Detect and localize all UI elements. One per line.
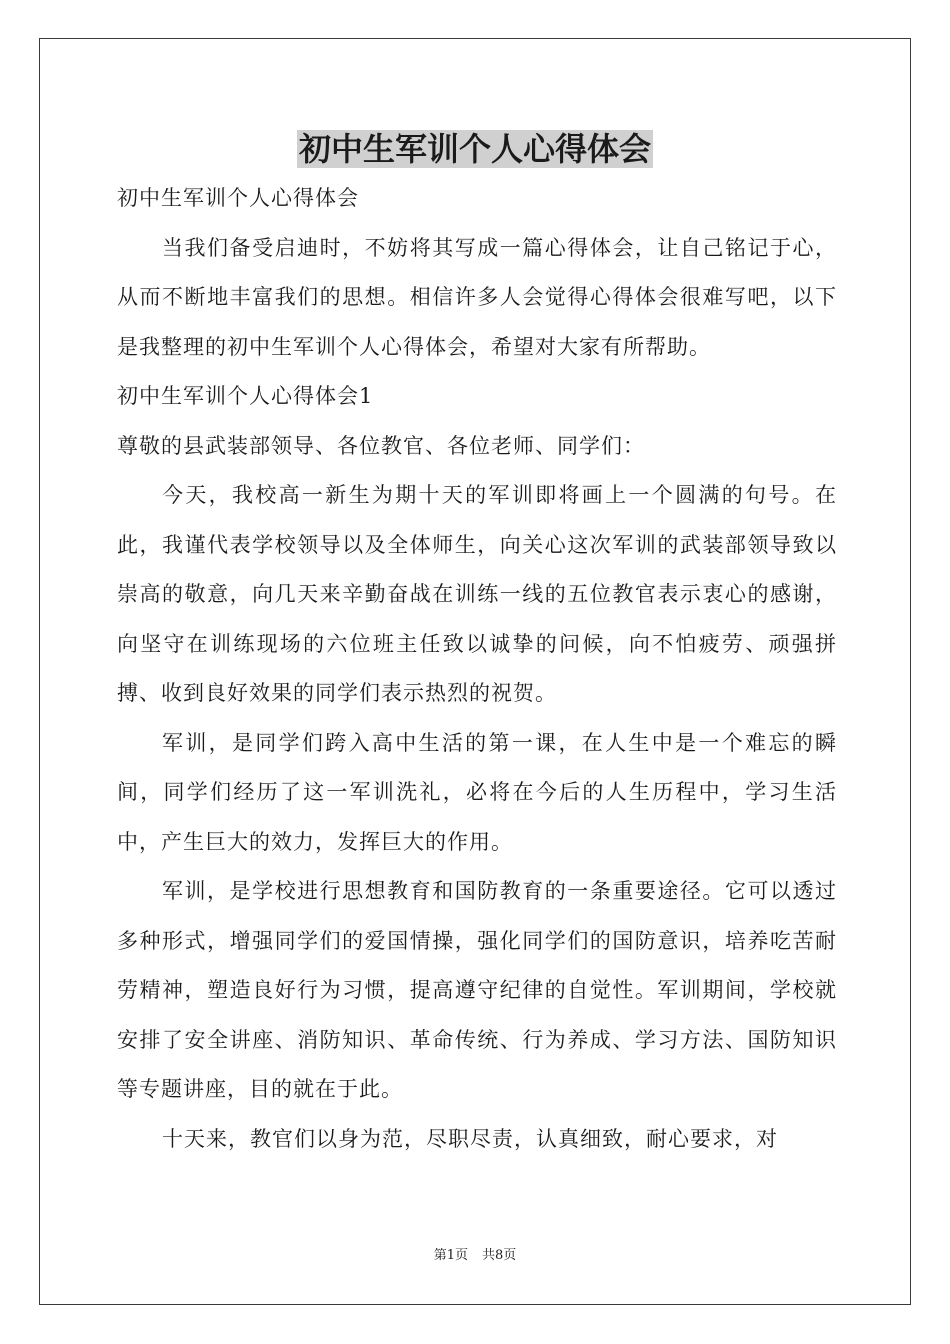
document-title xyxy=(0,126,950,172)
document-body xyxy=(117,174,837,1164)
document-title-text: 初中生军训个人心得体会 xyxy=(298,130,651,168)
paragraph: 当我们备受启迪时，不妨将其写成一篇心得体会，让自己铭记于心，从而不断地丰富我们的思想。相信许多人会觉得心得体会很难写吧，以下是我整理的初中生军训个人心得体会，希望对大家有所帮助。 xyxy=(117,235,837,359)
paragraph: 十天来，教官们以身为范，尽职尽责，认真细致，耐心要求，对 xyxy=(162,1126,778,1151)
paragraph: 今天，我校高一新生为期十天的军训即将画上一个圆满的句号。在此，我谨代表学校领导以及全体师生，向关心这次军训的武装部领导致以崇高的敬意，向几天来辛勤奋战在训练一线的五位教官表示衷心的感谢，向坚守在训练现场的六位班主任致以诚挚的问候，向不怕疲劳、顽强拼搏、收到良好效果的同学们表示热烈的祝贺。 xyxy=(117,483,837,705)
paragraph: 军训，是学校进行思想教育和国防教育的一条重要途径。它可以透过多种形式，增强同学们的爱国情操，强化同学们的国防意识，培养吃苦耐劳精神，塑造良好行为习惯，提高遵守纪律的自觉性。军训期间，学校就安排了安全讲座、消防知识、革命传统、行为养成、学习方法、国防知识等专题讲座，目的就在于此。 xyxy=(117,879,837,1101)
paragraph: 初中生军训个人心得体会1 xyxy=(117,384,374,408)
paragraph: 军训，是同学们跨入高中生活的第一课，在人生中是一个难忘的瞬间，同学们经历了这一军训洗礼，必将在今后的人生历程中，学习生活中，产生巨大的效力，发挥巨大的作用。 xyxy=(117,730,837,854)
page-footer xyxy=(0,1247,950,1265)
page-total: 共8页 xyxy=(482,1248,517,1263)
page-number: 第1页 xyxy=(433,1248,468,1263)
paragraph: 初中生军训个人心得体会 xyxy=(117,186,359,210)
paragraph: 尊敬的县武装部领导、各位教官、各位老师、同学们： xyxy=(117,433,645,458)
